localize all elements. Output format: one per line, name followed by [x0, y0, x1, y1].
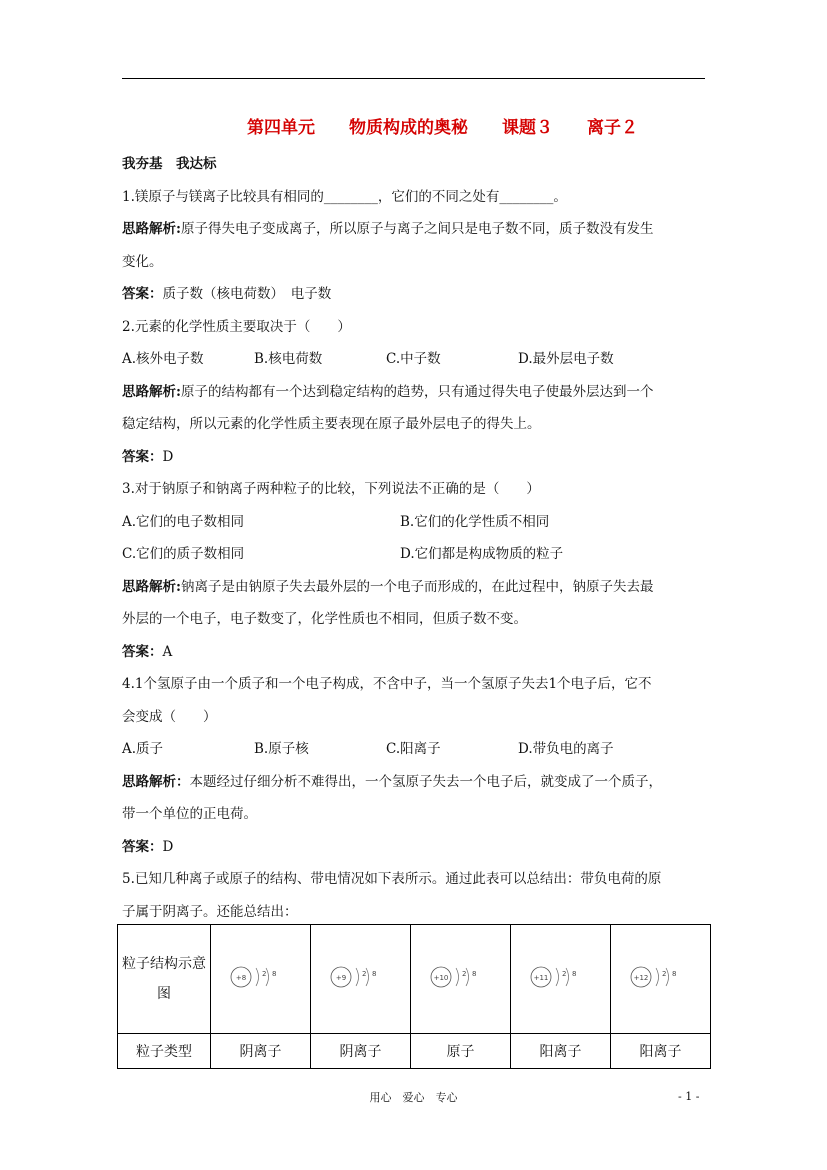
line-text: 质子数（核电荷数） 电子数	[162, 286, 332, 302]
section-heading: 我夯基 我达标	[122, 156, 217, 172]
header-rule	[122, 78, 705, 79]
option-item: D.带负电的离子	[518, 741, 614, 757]
option-item: A.质子	[122, 741, 164, 757]
particle-type: 阳离子	[511, 1034, 611, 1069]
labeled-line	[122, 636, 705, 669]
electron-shell-arc	[456, 968, 459, 986]
page-number: - 1 -	[678, 1090, 700, 1103]
nuclear-charge: +10	[433, 974, 449, 982]
text-line: 带一个单位的正电荷。	[122, 806, 257, 822]
structure-diagram	[511, 925, 611, 1034]
type-header: 粒子类型	[118, 1034, 211, 1069]
option-item: B.它们的化学性质不相同	[400, 513, 550, 530]
line-label: 思路解析:	[122, 221, 181, 237]
option-item: A.它们的电子数相同	[122, 513, 245, 530]
text-line: 稳定结构，所以元素的化学性质主要表现在原子最外层电子的得失上。	[122, 416, 541, 432]
option-item: C.中子数	[386, 351, 441, 367]
shell-electron-count: 8	[672, 970, 677, 978]
particle-type: 阴离子	[211, 1034, 311, 1069]
text-line: 3.对于钠原子和钠离子两种粒子的比较，下列说法不正确的是（ ）	[122, 481, 540, 497]
option-item: D.它们都是构成物质的粒子	[400, 546, 564, 562]
electron-shell-arc	[256, 968, 259, 986]
line-text: 原子得失电子变成离子，所以原子与离子之间只是电子数不同，质子数没有发生	[180, 221, 654, 237]
question-list	[122, 181, 705, 929]
text-line: 子属于阴离子。还能总结出：	[122, 903, 298, 920]
line-text: 本题经过仔细分析不难得出，一个氢原子失去一个电子后，就变成了一个质子，	[189, 773, 662, 790]
page-title: 第四单元 物质构成的奥秘 课题３ 离子２	[247, 118, 638, 138]
shell-electron-count: 2	[262, 970, 267, 978]
option-item: C.阳离子	[386, 741, 441, 757]
option-item: A.核外电子数	[122, 351, 204, 367]
line-label: 答案：	[122, 286, 163, 302]
line-label: 答案：	[122, 838, 163, 855]
shell-electron-count: 8	[572, 970, 577, 978]
labeled-line	[122, 441, 705, 474]
structure-diagram	[311, 925, 411, 1034]
text-line: 外层的一个电子，电子数变了，化学性质也不相同，但质子数不变。	[122, 611, 527, 627]
nuclear-charge: +12	[633, 974, 649, 982]
shell-electron-count: 8	[272, 970, 277, 978]
diagram-header: 粒子结构示意图	[118, 925, 211, 1034]
line-label: 思路解析:	[122, 578, 181, 595]
text-line: 变化。	[122, 253, 163, 270]
nuclear-charge: +11	[533, 974, 549, 982]
shell-electron-count: 2	[562, 970, 567, 978]
labeled-line	[122, 278, 705, 311]
labeled-line	[122, 831, 705, 864]
line-text: D	[162, 448, 174, 465]
particle-type: 原子	[411, 1034, 511, 1069]
labeled-line	[122, 571, 705, 604]
structure-diagram	[411, 925, 511, 1034]
options-row	[122, 343, 705, 376]
option-item: B.原子核	[254, 741, 309, 757]
options-row	[122, 538, 705, 571]
line-text: D	[162, 838, 174, 855]
option-item: C.它们的质子数相同	[122, 546, 245, 562]
particle-type: 阴离子	[311, 1034, 411, 1069]
particle-table	[117, 924, 711, 1069]
text-line: 会变成（ ）	[122, 708, 217, 725]
text-line: 2.元素的化学性质主要取决于（ ）	[122, 318, 351, 335]
nuclear-charge: +9	[335, 974, 347, 982]
text-line: 4.1个氢原子由一个质子和一个电子构成，不含中子，当一个氢原子失去1个电子后，它不	[122, 676, 652, 692]
shell-electron-count: 8	[372, 970, 377, 978]
options-row	[122, 733, 705, 766]
structure-diagram	[211, 925, 311, 1034]
labeled-line	[122, 376, 705, 409]
labeled-line	[122, 766, 705, 799]
labeled-line	[122, 213, 705, 246]
line-text: 钠离子是由钠原子失去最外层的一个电子而形成的，在此过程中，钠原子失去最	[180, 578, 654, 595]
nuclear-charge: +8	[235, 974, 247, 982]
electron-shell-arc	[556, 968, 559, 986]
text-line: 1.镁原子与镁离子比较具有相同的________，它们的不同之处有________。	[122, 188, 567, 205]
option-item: D.最外层电子数	[518, 351, 614, 367]
line-text: A	[162, 643, 173, 660]
document-body	[122, 148, 705, 928]
structure-diagram	[611, 925, 711, 1034]
text-line: 5.已知几种离子或原子的结构、带电情况如下表所示。通过此表可以总结出：带负电荷的原	[122, 871, 662, 887]
footer-motto: 用心 爱心 专心	[369, 1091, 458, 1104]
shell-electron-count: 2	[362, 970, 367, 978]
line-label: 答案：	[122, 643, 163, 660]
line-label: 答案：	[122, 448, 163, 465]
particle-type: 阳离子	[611, 1034, 711, 1069]
line-label: 思路解析:	[122, 383, 181, 400]
electron-shell-arc	[656, 968, 659, 986]
line-text: 原子的结构都有一个达到稳定结构的趋势，只有通过得失电子使最外层达到一个	[180, 383, 654, 400]
shell-electron-count: 2	[462, 970, 467, 978]
options-row	[122, 506, 705, 539]
line-label: 思路解析：	[122, 773, 190, 790]
option-item: B.核电荷数	[254, 351, 323, 367]
electron-shell-arc	[356, 968, 359, 986]
shell-electron-count: 8	[472, 970, 477, 978]
shell-electron-count: 2	[662, 970, 667, 978]
